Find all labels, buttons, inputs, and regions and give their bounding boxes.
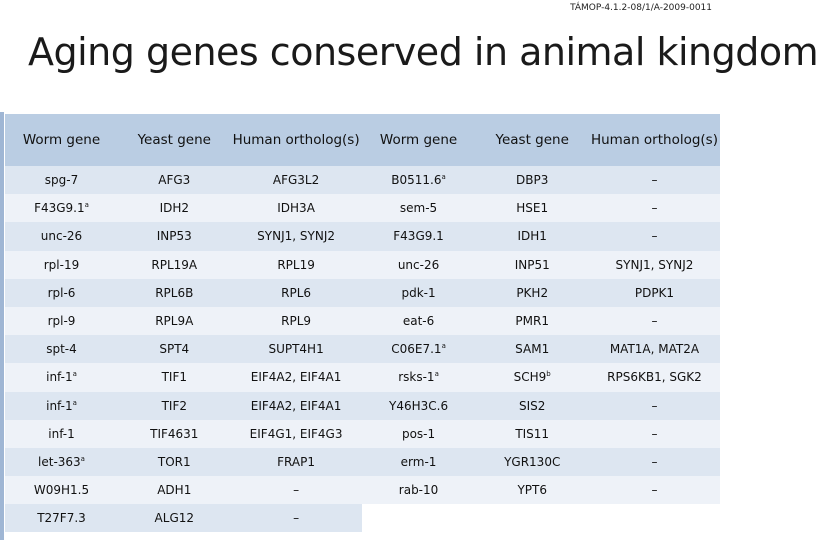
human-ortholog-cell <box>589 251 720 279</box>
worm-gene-cell-text: eat-6 <box>402 314 435 329</box>
human-ortholog-cell <box>589 307 720 335</box>
human-ortholog-cell <box>231 166 362 194</box>
yeast-gene-cell-text: TOR1 <box>157 454 191 469</box>
table-row <box>5 166 720 194</box>
yeast-gene-cell <box>475 166 588 194</box>
worm-gene-cell-footnote-mark: a <box>72 370 77 379</box>
worm-gene-cell-text: spg-7 <box>44 173 79 188</box>
worm-gene-cell-text: F43G9.1 <box>393 229 444 244</box>
worm-gene-cell <box>5 166 118 194</box>
yeast-gene-cell-footnote-mark: b <box>546 370 551 379</box>
human-ortholog-cell-text: IDH3A <box>277 201 315 216</box>
table-row <box>5 504 720 532</box>
worm-gene-cell-text: F43G9.1 <box>34 201 85 216</box>
yeast-gene-cell-text: TIF2 <box>161 398 187 413</box>
human-ortholog-cell <box>589 420 720 448</box>
worm-gene-cell <box>362 194 476 222</box>
worm-gene-cell-text: rpl-6 <box>47 285 76 300</box>
worm-gene-cell <box>362 476 476 504</box>
human-ortholog-cell-text: EIF4A2, EIF4A1 <box>250 398 342 413</box>
human-ortholog-cell-text: SYNJ1, SYNJ2 <box>257 229 335 244</box>
worm-gene-cell <box>5 251 118 279</box>
table-row <box>5 251 720 279</box>
worm-gene-cell <box>5 335 118 363</box>
yeast-gene-cell <box>118 476 231 504</box>
worm-gene-cell <box>5 307 118 335</box>
yeast-gene-cell-text: IDH1 <box>517 229 547 244</box>
yeast-gene-cell <box>475 222 588 250</box>
worm-gene-cell <box>5 420 118 448</box>
worm-gene-cell <box>5 194 118 222</box>
human-ortholog-cell <box>589 392 720 420</box>
human-ortholog-cell <box>589 279 720 307</box>
yeast-gene-cell-text: TIF4631 <box>150 426 199 441</box>
human-ortholog-cell-text: PDPK1 <box>634 285 675 300</box>
worm-gene-cell-text: C06E7.1 <box>391 342 442 357</box>
worm-gene-cell <box>362 307 476 335</box>
human-ortholog-cell-text: AFG3L2 <box>272 173 320 188</box>
human-ortholog-cell-text: MAT1A, MAT2A <box>609 342 700 357</box>
yeast-gene-cell-text: AFG3 <box>158 173 191 188</box>
yeast-gene-cell-text: ALG12 <box>154 511 195 526</box>
worm-gene-cell-text: erm-1 <box>400 454 437 469</box>
col-header-yeast-gene-2: Yeast gene <box>475 114 588 166</box>
worm-gene-cell-text: sem-5 <box>399 201 438 216</box>
yeast-gene-cell-text: PMR1 <box>515 314 549 329</box>
yeast-gene-cell <box>118 504 231 532</box>
yeast-gene-cell <box>118 251 231 279</box>
worm-gene-cell-text: rsks-1 <box>398 370 435 385</box>
human-ortholog-cell-text: – <box>651 201 658 216</box>
yeast-gene-cell-text: ADH1 <box>157 483 192 498</box>
yeast-gene-cell <box>475 476 588 504</box>
human-ortholog-cell <box>231 307 362 335</box>
table-row <box>5 194 720 222</box>
empty-cell <box>362 504 476 532</box>
human-ortholog-cell <box>231 222 362 250</box>
worm-gene-cell-footnote-mark: a <box>72 398 77 407</box>
worm-gene-cell-footnote-mark: a <box>441 173 446 182</box>
table-row <box>5 279 720 307</box>
human-ortholog-cell-text: EIF4A2, EIF4A1 <box>250 370 342 385</box>
human-ortholog-cell-text: – <box>651 454 658 469</box>
human-ortholog-cell-text: – <box>651 314 658 329</box>
worm-gene-cell-footnote-mark: a <box>80 454 85 463</box>
human-ortholog-cell-text: – <box>293 483 300 498</box>
empty-cell <box>589 504 720 532</box>
worm-gene-cell <box>5 222 118 250</box>
human-ortholog-cell-text: RPL9 <box>281 314 312 329</box>
yeast-gene-cell <box>118 194 231 222</box>
yeast-gene-cell-text: SIS2 <box>518 398 546 413</box>
yeast-gene-cell-text: PKH2 <box>516 285 549 300</box>
yeast-gene-cell-text: RPL19A <box>151 257 198 272</box>
yeast-gene-cell-text: INP53 <box>156 229 192 244</box>
yeast-gene-cell-text: YPT6 <box>517 483 547 498</box>
human-ortholog-cell <box>589 222 720 250</box>
human-ortholog-cell <box>231 363 362 391</box>
human-ortholog-cell <box>231 392 362 420</box>
worm-gene-cell-text: inf-1 <box>46 370 73 385</box>
table-header-row <box>5 114 720 166</box>
human-ortholog-cell-text: EIF4G1, EIF4G3 <box>249 426 343 441</box>
human-ortholog-cell <box>231 504 362 532</box>
col-header-human-ortholog: Human ortholog(s) <box>231 114 362 166</box>
yeast-gene-cell-text: IDH2 <box>159 201 189 216</box>
yeast-gene-cell-text: SCH9 <box>513 370 547 385</box>
human-ortholog-cell-text: FRAP1 <box>277 454 315 469</box>
table-row <box>5 307 720 335</box>
worm-gene-cell-text: pos-1 <box>401 426 436 441</box>
worm-gene-cell-text: W09H1.5 <box>33 483 90 498</box>
human-ortholog-cell <box>589 194 720 222</box>
human-ortholog-cell <box>589 363 720 391</box>
human-ortholog-cell <box>589 448 720 476</box>
worm-gene-cell <box>362 166 476 194</box>
human-ortholog-cell-text: SYNJ1, SYNJ2 <box>615 257 694 272</box>
human-ortholog-cell <box>589 166 720 194</box>
yeast-gene-cell <box>118 166 231 194</box>
header-code: TÁMOP-4.1.2-08/1/A-2009-0011 <box>570 3 712 13</box>
yeast-gene-cell-text: INP51 <box>514 257 550 272</box>
col-header-yeast-gene: Yeast gene <box>118 114 231 166</box>
human-ortholog-cell <box>231 194 362 222</box>
human-ortholog-cell-text: RPL6 <box>281 285 312 300</box>
empty-cell <box>475 504 588 532</box>
yeast-gene-cell-text: TIF1 <box>161 370 187 385</box>
worm-gene-cell <box>5 448 118 476</box>
yeast-gene-cell <box>118 363 231 391</box>
col-header-worm-gene: Worm gene <box>5 114 118 166</box>
human-ortholog-cell <box>231 251 362 279</box>
table-row <box>5 363 720 391</box>
worm-gene-cell <box>5 476 118 504</box>
table-row <box>5 448 720 476</box>
yeast-gene-cell-text: HSE1 <box>516 201 549 216</box>
worm-gene-cell-text: inf-1 <box>46 398 73 413</box>
human-ortholog-cell <box>231 335 362 363</box>
yeast-gene-cell <box>118 279 231 307</box>
yeast-gene-cell <box>475 279 588 307</box>
worm-gene-cell-text: Y46H3C.6 <box>389 398 449 413</box>
worm-gene-cell-text: spt-4 <box>46 342 77 357</box>
yeast-gene-cell <box>475 448 588 476</box>
worm-gene-cell-text: inf-1 <box>48 426 75 441</box>
table-row <box>5 335 720 363</box>
worm-gene-cell <box>5 363 118 391</box>
human-ortholog-cell-text: – <box>651 173 658 188</box>
yeast-gene-cell-text: YGR130C <box>504 454 561 469</box>
yeast-gene-cell <box>475 420 588 448</box>
human-ortholog-cell <box>589 335 720 363</box>
accent-bar <box>0 112 4 540</box>
human-ortholog-cell <box>589 476 720 504</box>
worm-gene-cell <box>362 420 476 448</box>
table-row <box>5 392 720 420</box>
worm-gene-cell <box>362 448 476 476</box>
yeast-gene-cell <box>118 335 231 363</box>
worm-gene-cell <box>5 279 118 307</box>
worm-gene-cell-footnote-mark: a <box>434 370 439 379</box>
table-row <box>5 476 720 504</box>
yeast-gene-cell <box>475 363 588 391</box>
yeast-gene-cell-text: SAM1 <box>515 342 550 357</box>
worm-gene-cell <box>362 279 476 307</box>
yeast-gene-cell <box>118 307 231 335</box>
yeast-gene-cell-text: DBP3 <box>516 173 549 188</box>
yeast-gene-cell <box>475 392 588 420</box>
table-row <box>5 420 720 448</box>
worm-gene-cell-text: rab-10 <box>398 483 439 498</box>
slide-title: Aging genes conserved in animal kingdom <box>28 30 818 74</box>
human-ortholog-cell <box>231 448 362 476</box>
human-ortholog-cell-text: – <box>651 229 658 244</box>
worm-gene-cell-text: unc-26 <box>397 257 440 272</box>
worm-gene-cell-footnote-mark: a <box>441 342 446 351</box>
yeast-gene-cell <box>118 448 231 476</box>
yeast-gene-cell-text: TIS11 <box>515 426 550 441</box>
yeast-gene-cell <box>118 420 231 448</box>
genes-table <box>5 114 720 532</box>
yeast-gene-cell-text: SPT4 <box>159 342 190 357</box>
yeast-gene-cell <box>118 222 231 250</box>
yeast-gene-cell <box>118 392 231 420</box>
yeast-gene-cell <box>475 251 588 279</box>
human-ortholog-cell <box>231 279 362 307</box>
worm-gene-cell-text: let-363 <box>38 454 81 469</box>
human-ortholog-cell-text: – <box>651 398 658 413</box>
human-ortholog-cell <box>231 476 362 504</box>
worm-gene-cell <box>362 335 476 363</box>
worm-gene-cell <box>362 222 476 250</box>
worm-gene-cell-text: rpl-9 <box>47 314 76 329</box>
human-ortholog-cell-text: RPS6KB1, SGK2 <box>607 370 702 385</box>
yeast-gene-cell-text: RPL6B <box>155 285 194 300</box>
yeast-gene-cell-text: RPL9A <box>155 314 194 329</box>
human-ortholog-cell <box>231 420 362 448</box>
worm-gene-cell-text: T27F7.3 <box>37 511 86 526</box>
human-ortholog-cell-text: – <box>293 511 300 526</box>
human-ortholog-cell-text: – <box>651 483 658 498</box>
yeast-gene-cell <box>475 194 588 222</box>
human-ortholog-cell-text: RPL19 <box>277 257 315 272</box>
worm-gene-cell-footnote-mark: a <box>84 201 89 210</box>
worm-gene-cell-text: rpl-19 <box>43 257 80 272</box>
worm-gene-cell <box>5 392 118 420</box>
human-ortholog-cell-text: – <box>651 426 658 441</box>
worm-gene-cell <box>362 363 476 391</box>
worm-gene-cell-text: pdk-1 <box>401 285 436 300</box>
worm-gene-cell-text: B0511.6 <box>391 173 442 188</box>
worm-gene-cell <box>362 392 476 420</box>
col-header-worm-gene-2: Worm gene <box>362 114 476 166</box>
worm-gene-cell <box>362 251 476 279</box>
yeast-gene-cell <box>475 307 588 335</box>
worm-gene-cell <box>5 504 118 532</box>
table-row <box>5 222 720 250</box>
col-header-human-ortholog-2: Human ortholog(s) <box>589 114 720 166</box>
human-ortholog-cell-text: SUPT4H1 <box>268 342 324 357</box>
worm-gene-cell-text: unc-26 <box>40 229 83 244</box>
yeast-gene-cell <box>475 335 588 363</box>
